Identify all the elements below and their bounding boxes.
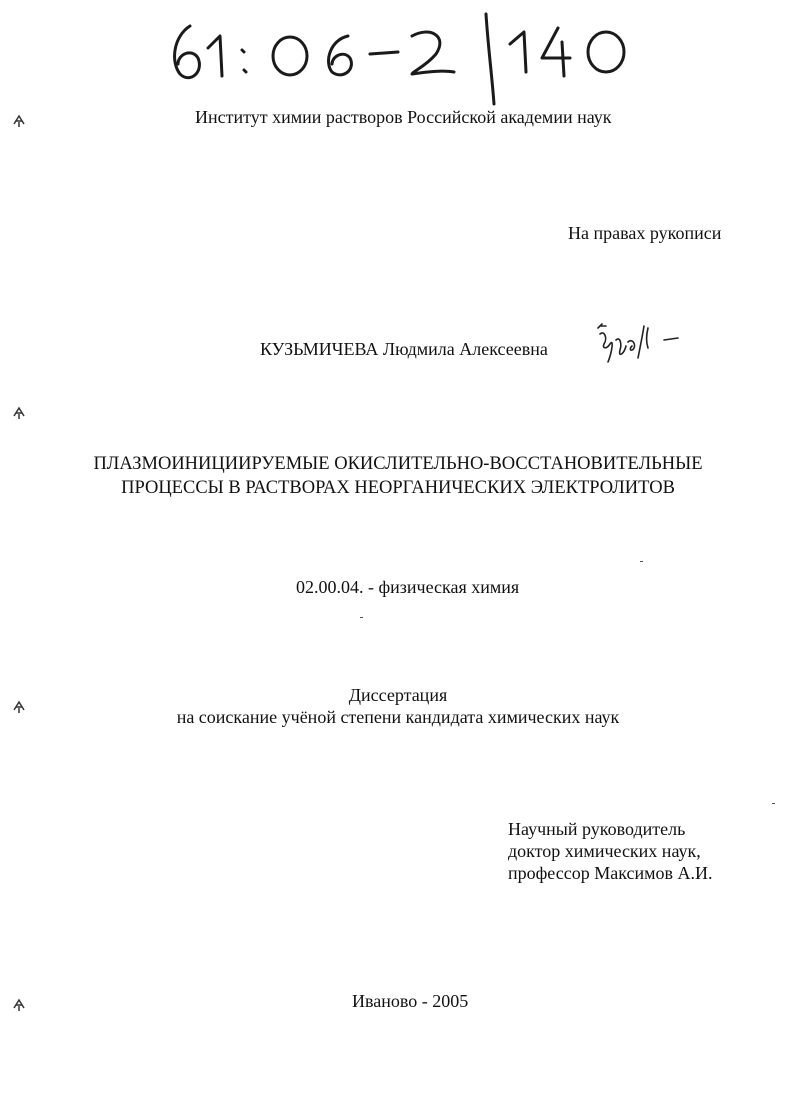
degree-purpose: на соискание учёной степени кандидата химических наук xyxy=(176,707,620,727)
scan-margin-mark-icon xyxy=(12,996,26,1012)
supervisor-block xyxy=(508,818,713,884)
author-surname: КУЗЬМИЧЕВА xyxy=(260,339,379,359)
supervisor-name: профессор Максимов А.И. xyxy=(508,863,713,883)
city-year: Иваново - 2005 xyxy=(352,991,469,1011)
supervisor-degree: доктор химических наук, xyxy=(508,841,701,861)
specialty-code: 02.00.04. - физическая химия xyxy=(296,577,520,597)
dissertation-label: Диссертация xyxy=(348,685,448,705)
author-given-names: Людмила Алексеевна xyxy=(382,339,548,359)
dissertation-title xyxy=(0,452,796,500)
supervisor-role: Научный руководитель xyxy=(508,819,686,839)
scan-speck xyxy=(772,803,775,804)
author-name xyxy=(260,338,548,360)
scan-margin-mark-icon xyxy=(12,404,26,420)
institute-name: Институт химии растворов Российской академии наук xyxy=(195,107,612,127)
handwritten-archive-number xyxy=(160,6,660,106)
title-line-2: ПРОЦЕССЫ В РАСТВОРАХ НЕОРГАНИЧЕСКИХ ЭЛЕКТРОЛИТОВ xyxy=(121,478,675,498)
scan-margin-mark-icon xyxy=(12,698,26,714)
scan-margin-mark-icon xyxy=(12,112,26,128)
dissertation-purpose-block xyxy=(0,684,796,728)
author-signature xyxy=(592,318,682,370)
scan-speck xyxy=(640,561,643,562)
scan-speck xyxy=(360,617,363,618)
rights-notice: На правах рукописи xyxy=(568,223,722,243)
title-line-1: ПЛАЗМОИНИЦИИРУЕМЫЕ ОКИСЛИТЕЛЬНО-ВОССТАНОВИТЕЛЬНЫЕ xyxy=(93,454,703,474)
